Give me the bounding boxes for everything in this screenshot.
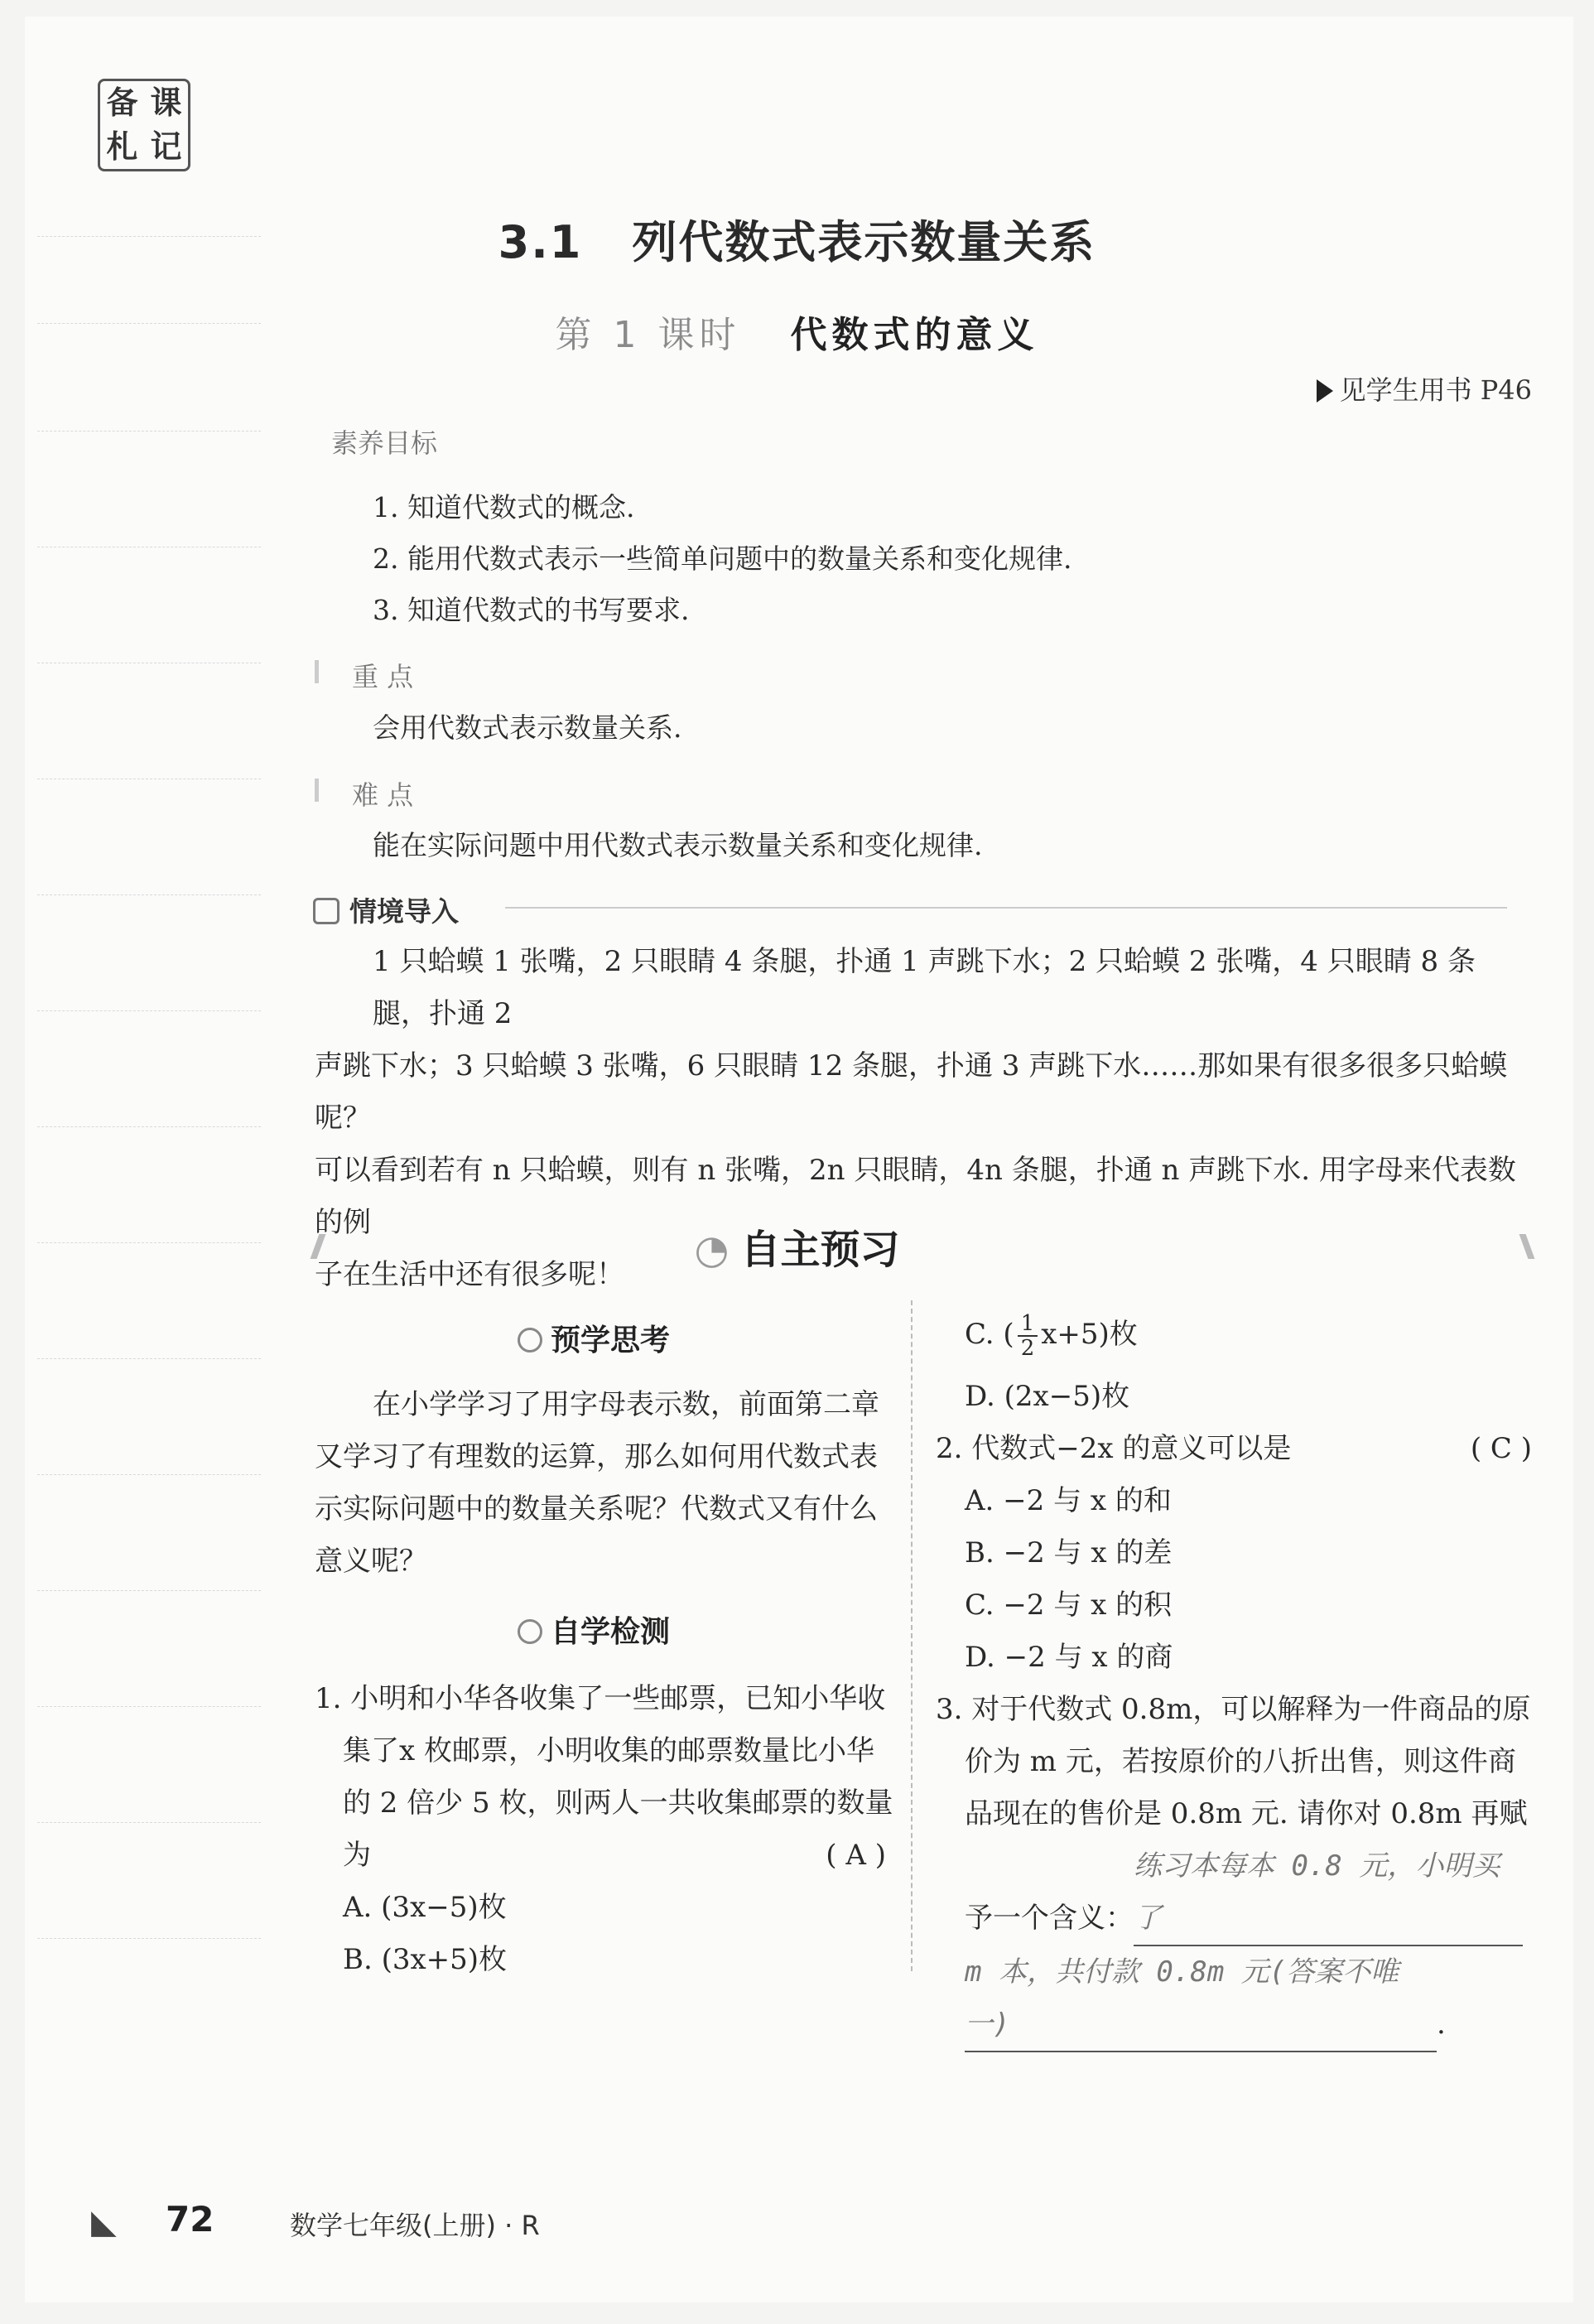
margin-line (37, 1706, 261, 1707)
margin-line (37, 1938, 261, 1939)
intro-line: 子在生活中还有很多呢！ (315, 1258, 624, 1291)
badge-char: 课 (150, 84, 182, 121)
question-line: 品现在的售价是 0.8m 元. 请你对 0.8m 再赋 (965, 1797, 1528, 1830)
reference-text: 见学生用书 P46 (1339, 374, 1532, 406)
option-b: B. −2 与 x 的差 (965, 1536, 1173, 1569)
scene-icon (313, 898, 340, 924)
self-check-heading (518, 1608, 670, 1651)
question-1 (315, 1673, 894, 1986)
answer-bracket: ( C ) (1470, 1432, 1532, 1465)
denominator: 2 (1020, 1336, 1035, 1361)
intro-line: 1 只蛤蟆 1 张嘴，2 只眼睛 4 条腿，扑通 1 声跳下水；2 只蛤蟆 2 张嘴，4 只眼睛 8 条腿，扑通 2 (373, 945, 1476, 1030)
fraction (1018, 1312, 1038, 1360)
think-icon (518, 1328, 542, 1352)
triangle-icon (1317, 379, 1333, 403)
margin-line (37, 894, 261, 895)
page-title (0, 207, 1594, 271)
goal-item: 2. 能用代数式表示一些简单问题中的数量关系和变化规律. (373, 542, 1072, 575)
question-2: 2. 代数式−2x 的意义可以是 (936, 1432, 1292, 1465)
option-d: D. (2x−5)枚 (965, 1380, 1130, 1413)
option-b: B. (3x+5)枚 (343, 1943, 508, 1976)
badge-char: 记 (150, 128, 182, 165)
question-line: 为 (343, 1839, 371, 1872)
difficulty-text: 能在实际问题中用代数式表示数量关系和变化规律. (373, 829, 983, 861)
question-3: 3. 对于代数式 0.8m，可以解释为一件商品的原 (936, 1693, 1531, 1726)
question-line: 的 2 倍少 5 枚，则两人一共收集邮票的数量 (343, 1786, 893, 1820)
option-c (936, 1309, 1532, 1371)
heading-bar (315, 779, 319, 802)
intro-line: 声跳下水；3 只蛤蟆 3 张嘴，6 只眼睛 12 条腿，扑通 3 声跳下水……那如果有很多很多只蛤蟆呢？ (315, 1049, 1508, 1135)
lesson-subtitle (0, 305, 1594, 358)
key-point-text: 会用代数式表示数量关系. (373, 711, 682, 744)
goals-heading: 素养目标 (331, 427, 438, 459)
badge-char: 备 (106, 84, 138, 121)
preview-line: 又学习了有理数的运算，那么如何用代数式表 (315, 1440, 878, 1473)
margin-line (37, 1010, 261, 1011)
corner-arrow-icon: ◣ (91, 2203, 117, 2241)
section-title: 列代数式表示数量关系 (632, 216, 1096, 268)
preview-line: 示实际问题中的数量关系呢？代数式又有什么 (315, 1492, 878, 1526)
notes-badge (98, 79, 190, 171)
answer-bracket: ( A ) (826, 1839, 886, 1872)
numerator: 1 (1018, 1312, 1038, 1337)
handwritten-answer: 练习本每本 0.8 元，小明买了 (1134, 1840, 1523, 1946)
right-column (936, 1309, 1532, 2052)
preview-paragraph (315, 1379, 894, 1588)
option-a: A. −2 与 x 的和 (965, 1484, 1172, 1517)
option-a: A. (3x−5)枚 (343, 1891, 507, 1924)
margin-line (37, 431, 261, 432)
margin-line (37, 1590, 261, 1591)
intro-rule (505, 907, 1507, 909)
difficulty-heading: 难 点 (352, 779, 414, 811)
section-heading (0, 1217, 1594, 1275)
handwritten-answer: m 本，共付款 0.8m 元(答案不唯一) (965, 1946, 1437, 2052)
book-title: 数学七年级(上册) · R (290, 2210, 540, 2241)
question-line: 1. 小明和小华各收集了一些邮票，已知小华收 (315, 1682, 886, 1715)
option-c-pre: C. ( (965, 1318, 1014, 1351)
lesson-topic: 代数式的意义 (790, 314, 1039, 356)
self-check-heading-text: 自学检测 (551, 1615, 671, 1649)
preview-heading-text: 预学思考 (551, 1324, 671, 1357)
margin-line (37, 1474, 261, 1475)
margin-line (37, 1822, 261, 1823)
goal-item: 3. 知道代数式的书写要求. (373, 594, 690, 626)
heading-bar (315, 660, 319, 683)
intro-heading-text: 情境导入 (349, 895, 459, 928)
preview-heading (518, 1317, 670, 1359)
period: . (1437, 2008, 1446, 2041)
preview-line: 在小学学习了用字母表示数，前面第二章 (373, 1388, 879, 1421)
intro-line: 可以看到若有 n 只蛤蟆，则有 n 张嘴，2n 只眼睛，4n 条腿，扑通 n 声跳下水. 用字母来代表数的例 (315, 1154, 1516, 1239)
margin-line (37, 1126, 261, 1127)
question-line: 予一个含义： (965, 1902, 1134, 1935)
section-heading-text: 自主预习 (740, 1227, 900, 1273)
option-c: C. −2 与 x 的积 (965, 1589, 1173, 1622)
check-icon (518, 1619, 542, 1644)
preview-line: 意义呢？ (315, 1545, 427, 1578)
bulb-icon: ◔ (694, 1227, 730, 1273)
option-d: D. −2 与 x 的商 (965, 1641, 1173, 1674)
question-line: 价为 m 元，若按原价的八折出售，则这件商 (965, 1745, 1516, 1778)
question-line: 集了x 枚邮票，小明收集的邮票数量比小华 (343, 1734, 874, 1767)
margin-line (37, 1358, 261, 1359)
intro-heading (313, 890, 459, 929)
section-number: 3.1 (498, 216, 583, 268)
option-c-post: x+5)枚 (1041, 1318, 1138, 1351)
badge-char: 札 (106, 128, 138, 165)
lesson-number: 第 1 课时 (555, 314, 741, 356)
column-divider (911, 1300, 913, 1971)
book-reference (1317, 369, 1532, 407)
key-point-heading: 重 点 (352, 661, 414, 692)
goal-item: 1. 知道代数式的概念. (373, 491, 635, 523)
page-number: 72 (166, 2199, 214, 2240)
